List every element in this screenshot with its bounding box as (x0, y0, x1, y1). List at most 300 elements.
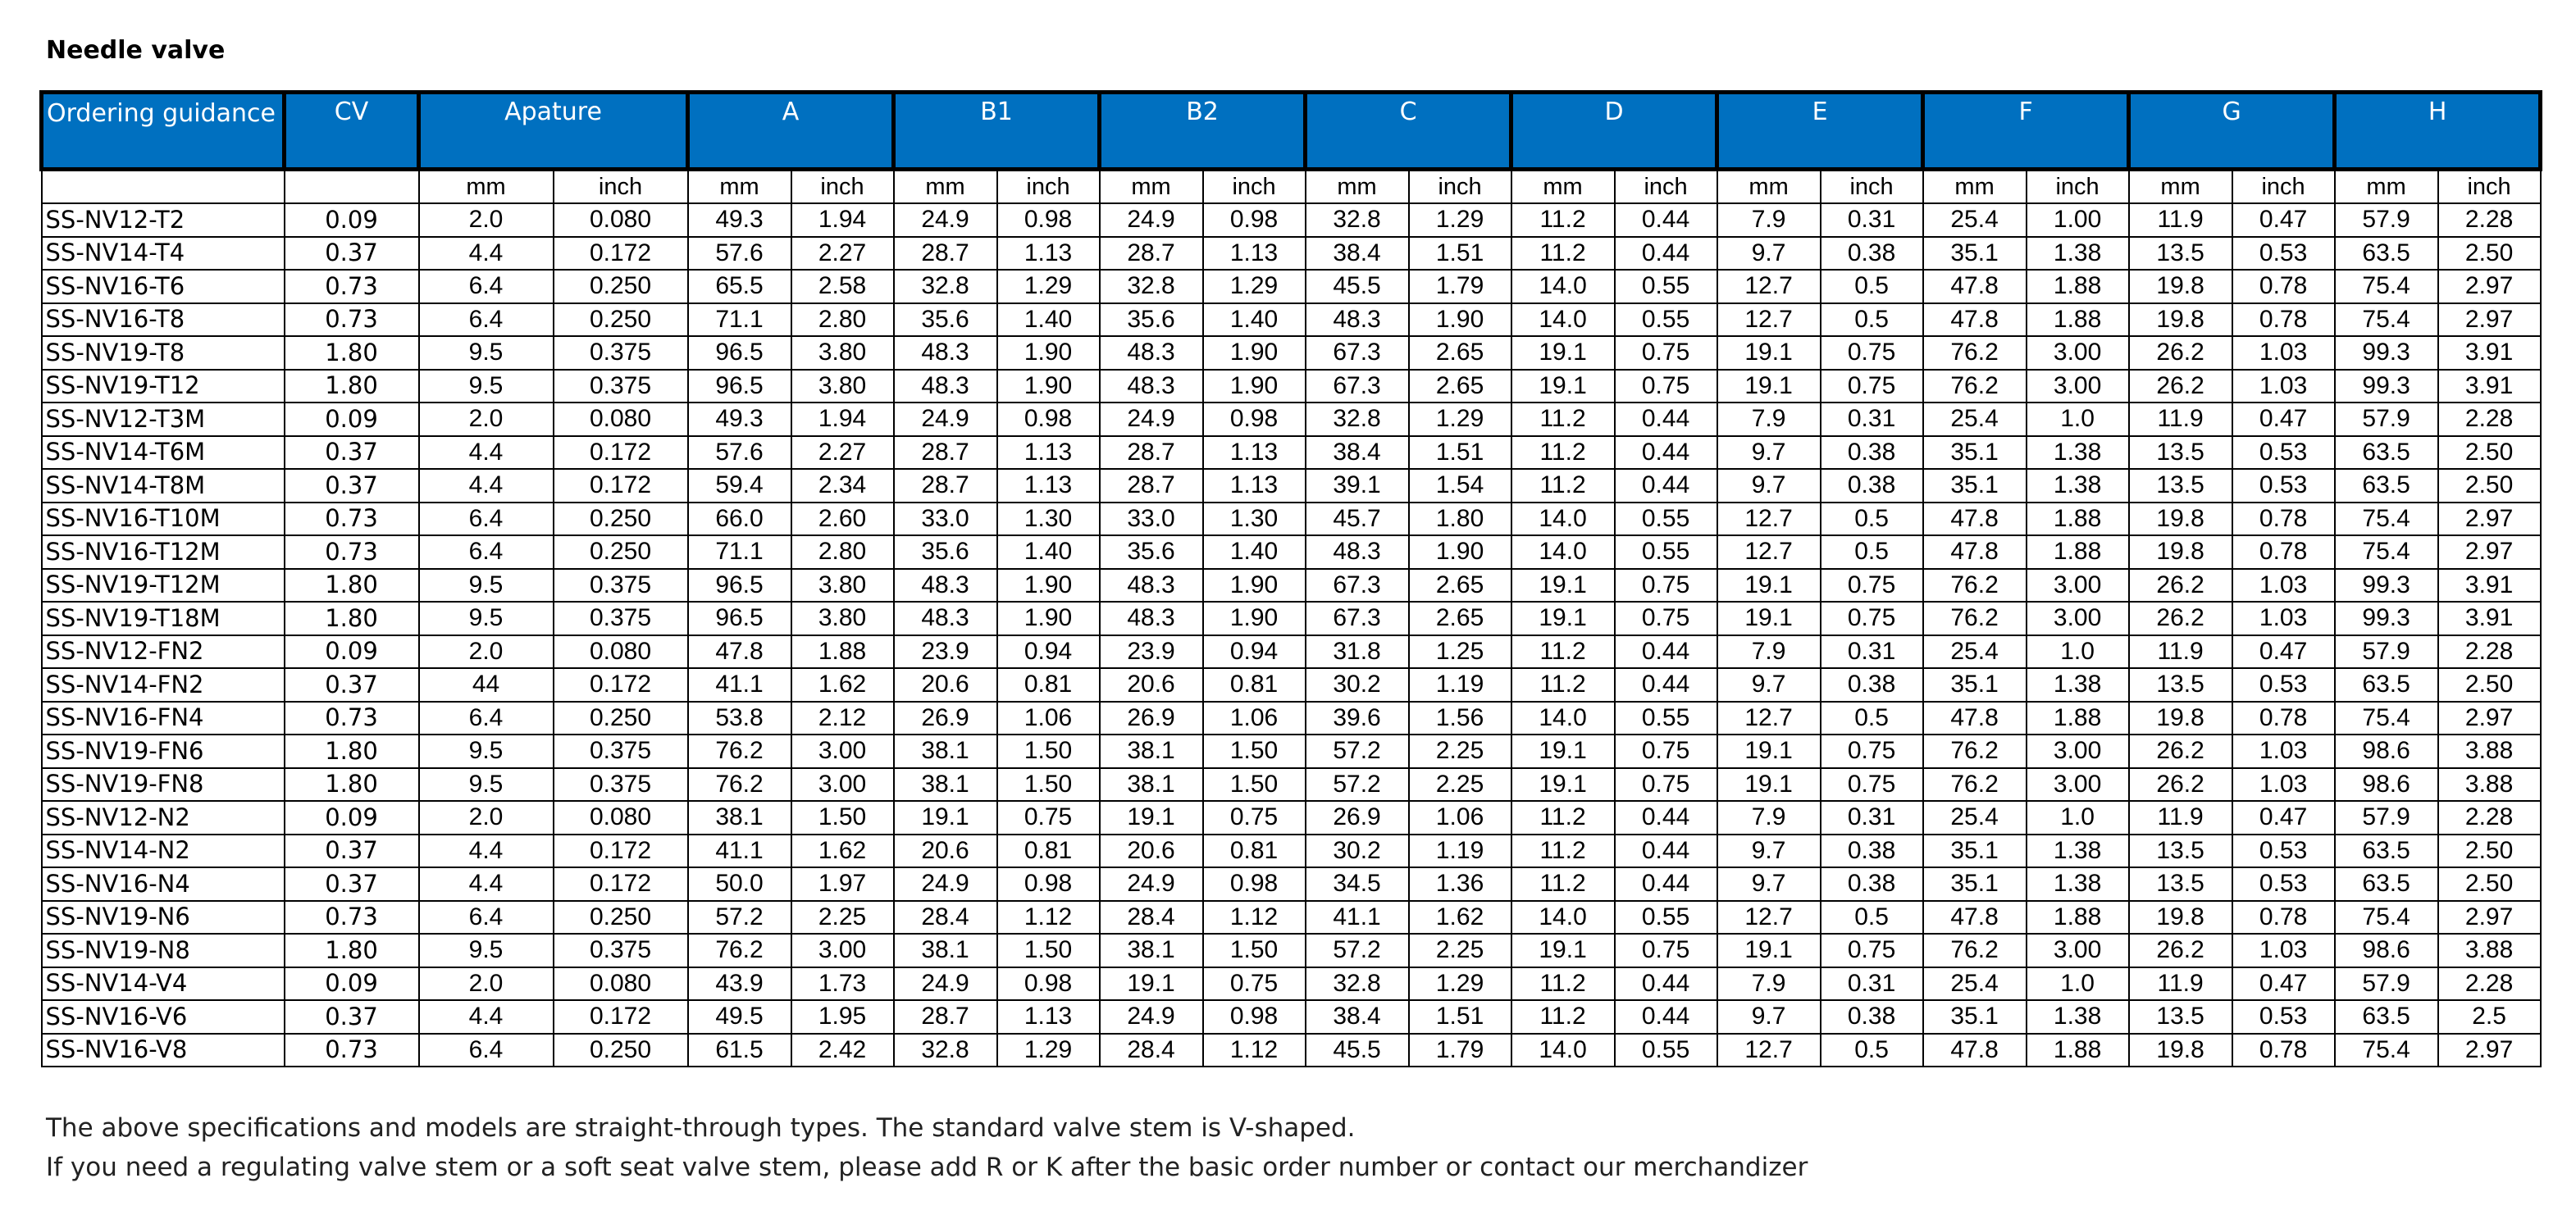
dimension-cell: 35.1 (1923, 867, 2027, 901)
dimension-cell: 3.88 (2438, 735, 2541, 768)
model-number-cell: SS-NV16-T10M (42, 503, 285, 536)
dimension-cell: 1.38 (2027, 237, 2129, 271)
dimension-cell: 0.080 (554, 203, 688, 237)
dimension-cell: 1.06 (997, 702, 1100, 735)
dimension-cell: 1.90 (997, 602, 1100, 635)
dimension-cell: 9.5 (419, 768, 554, 802)
dimension-cell: 1.88 (2027, 303, 2129, 337)
dimension-cell: 57.9 (2335, 403, 2438, 436)
dimension-cell: 0.38 (1821, 469, 1923, 503)
dimension-cell: 41.1 (688, 835, 791, 868)
dimension-cell: 0.44 (1615, 635, 1717, 669)
dimension-cell: 0.375 (554, 934, 688, 967)
dimension-cell: 19.8 (2129, 535, 2232, 569)
dimension-cell: 1.90 (1203, 370, 1306, 403)
model-number-cell: SS-NV19-T18M (42, 602, 285, 635)
model-number-cell: SS-NV14-T4 (42, 237, 285, 271)
dimension-cell: 47.8 (688, 635, 791, 669)
dimension-cell: 96.5 (688, 370, 791, 403)
unit-label: mm (894, 170, 997, 204)
model-number-cell: SS-NV14-T6M (42, 436, 285, 470)
dimension-cell: 2.28 (2438, 403, 2541, 436)
dimension-cell: 1.79 (1409, 1034, 1511, 1067)
dimension-cell: 67.3 (1306, 336, 1409, 370)
dimension-cell: 3.00 (791, 735, 894, 768)
dimension-cell: 3.00 (2027, 735, 2129, 768)
table-row (42, 768, 2541, 802)
dimension-cell: 1.38 (2027, 1000, 2129, 1034)
dimension-cell: 75.4 (2335, 270, 2438, 303)
dimension-cell: 9.5 (419, 735, 554, 768)
cv-cell: 0.09 (285, 801, 419, 835)
dimension-cell: 0.44 (1615, 403, 1717, 436)
dimension-cell: 32.8 (1100, 270, 1203, 303)
dimension-cell: 19.1 (1511, 336, 1615, 370)
dimension-cell: 1.03 (2232, 602, 2335, 635)
table-row (42, 1034, 2541, 1067)
dimension-cell: 32.8 (1306, 967, 1409, 1001)
dimension-cell: 38.1 (894, 735, 997, 768)
table-row (42, 436, 2541, 470)
dimension-cell: 24.9 (1100, 867, 1203, 901)
dimension-cell: 26.2 (2129, 602, 2232, 635)
dimension-cell: 4.4 (419, 867, 554, 901)
model-number-cell: SS-NV16-T8 (42, 303, 285, 337)
dimension-cell: 1.29 (1409, 403, 1511, 436)
cv-cell: 0.09 (285, 403, 419, 436)
dimension-cell: 2.60 (791, 503, 894, 536)
dimension-cell: 25.4 (1923, 403, 2027, 436)
dimension-cell: 63.5 (2335, 469, 2438, 503)
dimension-cell: 76.2 (688, 735, 791, 768)
dimension-cell: 45.5 (1306, 270, 1409, 303)
dimension-cell: 0.81 (1203, 668, 1306, 702)
unit-label: mm (419, 170, 554, 204)
dimension-cell: 2.97 (2438, 1034, 2541, 1067)
cv-cell: 1.80 (285, 336, 419, 370)
dimension-cell: 1.90 (997, 569, 1100, 603)
dimension-cell: 1.90 (1409, 535, 1511, 569)
header-dim-a: A (688, 93, 894, 170)
dimension-cell: 0.55 (1615, 503, 1717, 536)
dimension-cell: 2.97 (2438, 702, 2541, 735)
dimension-cell: 0.94 (997, 635, 1100, 669)
dimension-cell: 19.1 (1100, 967, 1203, 1001)
dimension-cell: 2.25 (1409, 768, 1511, 802)
dimension-cell: 28.7 (1100, 436, 1203, 470)
dimension-cell: 3.00 (791, 768, 894, 802)
dimension-cell: 19.1 (1511, 934, 1615, 967)
dimension-cell: 2.42 (791, 1034, 894, 1067)
dimension-cell: 0.53 (2232, 436, 2335, 470)
notes (46, 1108, 1808, 1187)
dimension-cell: 2.34 (791, 469, 894, 503)
table-row (42, 370, 2541, 403)
dimension-cell: 2.58 (791, 270, 894, 303)
dimension-cell: 1.51 (1409, 436, 1511, 470)
dimension-cell: 38.1 (894, 934, 997, 967)
dimension-cell: 23.9 (1100, 635, 1203, 669)
dimension-cell: 0.5 (1821, 535, 1923, 569)
dimension-cell: 11.2 (1511, 635, 1615, 669)
dimension-cell: 30.2 (1306, 668, 1409, 702)
dimension-cell: 7.9 (1717, 801, 1821, 835)
dimension-cell: 0.38 (1821, 668, 1923, 702)
dimension-cell: 0.44 (1615, 967, 1717, 1001)
note-line: If you need a regulating valve stem or a soft seat valve stem, please add R or K after the basic order number or contact our merchandizer (46, 1153, 1808, 1182)
dimension-cell: 9.5 (419, 569, 554, 603)
dimension-cell: 9.7 (1717, 668, 1821, 702)
table-row (42, 1000, 2541, 1034)
dimension-cell: 2.97 (2438, 535, 2541, 569)
dimension-cell: 1.56 (1409, 702, 1511, 735)
dimension-cell: 12.7 (1717, 1034, 1821, 1067)
dimension-cell: 19.8 (2129, 1034, 2232, 1067)
dimension-cell: 57.6 (688, 237, 791, 271)
cv-cell: 0.73 (285, 901, 419, 935)
table-body (42, 170, 2541, 1067)
cv-cell: 0.09 (285, 635, 419, 669)
dimension-cell: 7.9 (1717, 403, 1821, 436)
header-apature: Apature (419, 93, 688, 170)
unit-label: inch (1203, 170, 1306, 204)
dimension-cell: 6.4 (419, 535, 554, 569)
table-row (42, 237, 2541, 271)
dimension-cell: 0.5 (1821, 270, 1923, 303)
dimension-cell: 0.172 (554, 668, 688, 702)
dimension-cell: 1.88 (2027, 535, 2129, 569)
dimension-cell: 11.2 (1511, 867, 1615, 901)
dimension-cell: 0.375 (554, 602, 688, 635)
table-row (42, 535, 2541, 569)
table-row (42, 469, 2541, 503)
dimension-cell: 0.375 (554, 336, 688, 370)
dimension-cell: 3.80 (791, 602, 894, 635)
dimension-cell: 39.6 (1306, 702, 1409, 735)
cv-cell: 1.80 (285, 602, 419, 635)
units-blank-model (42, 170, 285, 204)
dimension-cell: 47.8 (1923, 702, 2027, 735)
dimension-cell: 0.53 (2232, 469, 2335, 503)
dimension-cell: 33.0 (894, 503, 997, 536)
dimension-cell: 1.0 (2027, 967, 2129, 1001)
table-row (42, 503, 2541, 536)
dimension-cell: 0.98 (997, 967, 1100, 1001)
dimension-cell: 2.25 (1409, 735, 1511, 768)
unit-label: mm (688, 170, 791, 204)
dimension-cell: 1.50 (997, 934, 1100, 967)
dimension-cell: 13.5 (2129, 469, 2232, 503)
dimension-cell: 0.47 (2232, 203, 2335, 237)
dimension-cell: 9.5 (419, 336, 554, 370)
dimension-cell: 0.31 (1821, 203, 1923, 237)
dimension-cell: 48.3 (1100, 569, 1203, 603)
dimension-cell: 32.8 (894, 1034, 997, 1067)
dimension-cell: 1.36 (1409, 867, 1511, 901)
dimension-cell: 48.3 (894, 336, 997, 370)
dimension-cell: 13.5 (2129, 237, 2232, 271)
page-title: Needle valve (46, 36, 226, 65)
model-number-cell: SS-NV14-FN2 (42, 668, 285, 702)
dimension-cell: 2.28 (2438, 635, 2541, 669)
dimension-cell: 11.9 (2129, 801, 2232, 835)
dimension-cell: 0.375 (554, 569, 688, 603)
dimension-cell: 14.0 (1511, 535, 1615, 569)
dimension-cell: 4.4 (419, 835, 554, 868)
dimension-cell: 30.2 (1306, 835, 1409, 868)
dimension-cell: 2.0 (419, 967, 554, 1001)
dimension-cell: 96.5 (688, 569, 791, 603)
dimension-cell: 0.44 (1615, 203, 1717, 237)
dimension-cell: 44 (419, 668, 554, 702)
dimension-cell: 0.38 (1821, 1000, 1923, 1034)
dimension-cell: 1.38 (2027, 867, 2129, 901)
dimension-cell: 32.8 (1306, 203, 1409, 237)
dimension-cell: 24.9 (894, 403, 997, 436)
cv-cell: 1.80 (285, 934, 419, 967)
dimension-cell: 38.1 (894, 768, 997, 802)
dimension-cell: 11.2 (1511, 403, 1615, 436)
dimension-cell: 75.4 (2335, 535, 2438, 569)
dimension-cell: 49.5 (688, 1000, 791, 1034)
cv-cell: 1.80 (285, 370, 419, 403)
dimension-cell: 0.172 (554, 237, 688, 271)
dimension-cell: 1.0 (2027, 801, 2129, 835)
dimension-cell: 0.75 (1615, 602, 1717, 635)
dimension-cell: 48.3 (1100, 370, 1203, 403)
dimension-cell: 0.47 (2232, 801, 2335, 835)
dimension-cell: 98.6 (2335, 735, 2438, 768)
dimension-cell: 13.5 (2129, 436, 2232, 470)
dimension-cell: 47.8 (1923, 270, 2027, 303)
dimension-cell: 63.5 (2335, 237, 2438, 271)
dimension-cell: 1.90 (1203, 602, 1306, 635)
dimension-cell: 0.55 (1615, 702, 1717, 735)
dimension-cell: 0.47 (2232, 635, 2335, 669)
dimension-cell: 1.94 (791, 203, 894, 237)
dimension-cell: 0.38 (1821, 237, 1923, 271)
dimension-cell: 1.03 (2232, 336, 2335, 370)
dimension-cell: 0.375 (554, 768, 688, 802)
header-dim-h: H (2335, 93, 2541, 170)
dimension-cell: 41.1 (1306, 901, 1409, 935)
dimension-cell: 48.3 (1306, 535, 1409, 569)
dimension-cell: 0.250 (554, 270, 688, 303)
dimension-cell: 1.88 (2027, 702, 2129, 735)
dimension-cell: 2.0 (419, 635, 554, 669)
dimension-cell: 0.31 (1821, 403, 1923, 436)
dimension-cell: 19.1 (1717, 602, 1821, 635)
dimension-cell: 19.1 (1717, 768, 1821, 802)
dimension-cell: 1.03 (2232, 735, 2335, 768)
dimension-cell: 2.12 (791, 702, 894, 735)
dimension-cell: 24.9 (894, 967, 997, 1001)
dimension-cell: 6.4 (419, 303, 554, 337)
dimension-cell: 38.1 (1100, 735, 1203, 768)
dimension-cell: 0.44 (1615, 801, 1717, 835)
dimension-cell: 28.4 (894, 901, 997, 935)
dimension-cell: 3.00 (2027, 370, 2129, 403)
dimension-cell: 1.29 (997, 270, 1100, 303)
dimension-cell: 1.95 (791, 1000, 894, 1034)
model-number-cell: SS-NV12-N2 (42, 801, 285, 835)
model-number-cell: SS-NV14-V4 (42, 967, 285, 1001)
table-row (42, 735, 2541, 768)
dimension-cell: 3.80 (791, 569, 894, 603)
dimension-cell: 0.250 (554, 702, 688, 735)
dimension-cell: 11.2 (1511, 801, 1615, 835)
dimension-cell: 0.75 (1821, 370, 1923, 403)
dimension-cell: 2.97 (2438, 270, 2541, 303)
dimension-cell: 28.4 (1100, 901, 1203, 935)
dimension-cell: 7.9 (1717, 635, 1821, 669)
dimension-cell: 0.38 (1821, 835, 1923, 868)
dimension-cell: 0.75 (1821, 569, 1923, 603)
dimension-cell: 0.31 (1821, 967, 1923, 1001)
dimension-cell: 11.2 (1511, 668, 1615, 702)
dimension-cell: 35.6 (1100, 535, 1203, 569)
dimension-cell: 2.50 (2438, 436, 2541, 470)
dimension-cell: 0.5 (1821, 702, 1923, 735)
dimension-cell: 0.44 (1615, 1000, 1717, 1034)
table-row (42, 967, 2541, 1001)
dimension-cell: 28.7 (894, 1000, 997, 1034)
header-dim-b1: B1 (894, 93, 1100, 170)
dimension-cell: 2.80 (791, 303, 894, 337)
model-number-cell: SS-NV14-T8M (42, 469, 285, 503)
dimension-cell: 76.2 (1923, 370, 2027, 403)
unit-label: mm (1717, 170, 1821, 204)
dimension-cell: 0.98 (997, 403, 1100, 436)
dimension-cell: 63.5 (2335, 668, 2438, 702)
dimension-cell: 1.12 (997, 901, 1100, 935)
dimension-cell: 41.1 (688, 668, 791, 702)
dimension-cell: 53.8 (688, 702, 791, 735)
dimension-cell: 1.62 (1409, 901, 1511, 935)
dimension-cell: 0.75 (1615, 336, 1717, 370)
dimension-cell: 0.75 (1203, 967, 1306, 1001)
dimension-cell: 0.55 (1615, 303, 1717, 337)
dimension-cell: 1.30 (997, 503, 1100, 536)
dimension-cell: 0.53 (2232, 1000, 2335, 1034)
cv-cell: 1.80 (285, 735, 419, 768)
unit-label: inch (2232, 170, 2335, 204)
header-cv: CV (285, 93, 419, 170)
dimension-cell: 0.81 (1203, 835, 1306, 868)
dimension-cell: 0.080 (554, 635, 688, 669)
dimension-cell: 28.7 (894, 469, 997, 503)
units-blank-cv (285, 170, 419, 204)
dimension-cell: 57.6 (688, 436, 791, 470)
dimension-cell: 39.1 (1306, 469, 1409, 503)
dimension-cell: 19.8 (2129, 270, 2232, 303)
model-number-cell: SS-NV16-T12M (42, 535, 285, 569)
dimension-cell: 63.5 (2335, 1000, 2438, 1034)
dimension-cell: 26.2 (2129, 336, 2232, 370)
cv-cell: 0.09 (285, 967, 419, 1001)
dimension-cell: 0.5 (1821, 503, 1923, 536)
units-row (42, 170, 2541, 204)
dimension-cell: 19.1 (1717, 735, 1821, 768)
dimension-cell: 50.0 (688, 867, 791, 901)
dimension-cell: 0.44 (1615, 436, 1717, 470)
dimension-cell: 63.5 (2335, 436, 2438, 470)
dimension-cell: 0.75 (1615, 934, 1717, 967)
dimension-cell: 35.1 (1923, 1000, 2027, 1034)
dimension-cell: 0.98 (997, 203, 1100, 237)
dimension-cell: 7.9 (1717, 967, 1821, 1001)
dimension-cell: 0.5 (1821, 901, 1923, 935)
dimension-cell: 57.2 (688, 901, 791, 935)
dimension-cell: 0.5 (1821, 1034, 1923, 1067)
model-number-cell: SS-NV16-N4 (42, 867, 285, 901)
table-row (42, 934, 2541, 967)
dimension-cell: 9.7 (1717, 835, 1821, 868)
dimension-cell: 4.4 (419, 436, 554, 470)
dimension-cell: 57.9 (2335, 635, 2438, 669)
dimension-cell: 96.5 (688, 602, 791, 635)
dimension-cell: 20.6 (894, 668, 997, 702)
cv-cell: 0.73 (285, 303, 419, 337)
dimension-cell: 1.50 (997, 735, 1100, 768)
dimension-cell: 0.44 (1615, 469, 1717, 503)
model-number-cell: SS-NV19-T12M (42, 569, 285, 603)
dimension-cell: 26.9 (1306, 801, 1409, 835)
dimension-cell: 6.4 (419, 702, 554, 735)
dimension-cell: 67.3 (1306, 569, 1409, 603)
dimension-cell: 31.8 (1306, 635, 1409, 669)
cv-cell: 0.37 (285, 469, 419, 503)
dimension-cell: 20.6 (894, 835, 997, 868)
dimension-cell: 0.080 (554, 801, 688, 835)
cv-cell: 0.73 (285, 503, 419, 536)
cv-cell: 0.37 (285, 436, 419, 470)
dimension-cell: 1.90 (997, 336, 1100, 370)
unit-label: mm (1306, 170, 1409, 204)
table-row (42, 569, 2541, 603)
dimension-cell: 7.9 (1717, 203, 1821, 237)
dimension-cell: 75.4 (2335, 503, 2438, 536)
dimension-cell: 1.19 (1409, 835, 1511, 868)
dimension-cell: 1.73 (791, 967, 894, 1001)
dimension-cell: 1.80 (1409, 503, 1511, 536)
dimension-cell: 0.75 (1615, 735, 1717, 768)
dimension-cell: 1.40 (997, 303, 1100, 337)
cv-cell: 0.37 (285, 835, 419, 868)
unit-label: mm (1100, 170, 1203, 204)
unit-label: mm (2335, 170, 2438, 204)
dimension-cell: 1.13 (1203, 237, 1306, 271)
dimension-cell: 3.00 (2027, 602, 2129, 635)
table-row (42, 270, 2541, 303)
dimension-cell: 1.13 (1203, 469, 1306, 503)
dimension-cell: 71.1 (688, 303, 791, 337)
dimension-cell: 34.5 (1306, 867, 1409, 901)
dimension-cell: 19.1 (1511, 768, 1615, 802)
dimension-cell: 24.9 (1100, 403, 1203, 436)
dimension-cell: 14.0 (1511, 1034, 1615, 1067)
dimension-cell: 1.88 (2027, 503, 2129, 536)
unit-label: inch (554, 170, 688, 204)
dimension-cell: 9.7 (1717, 1000, 1821, 1034)
table-row (42, 336, 2541, 370)
dimension-cell: 75.4 (2335, 702, 2438, 735)
dimension-cell: 0.75 (1203, 801, 1306, 835)
dimension-cell: 11.2 (1511, 436, 1615, 470)
dimension-cell: 1.29 (997, 1034, 1100, 1067)
needle-valve-spec-table (39, 90, 2542, 1067)
dimension-cell: 0.47 (2232, 967, 2335, 1001)
